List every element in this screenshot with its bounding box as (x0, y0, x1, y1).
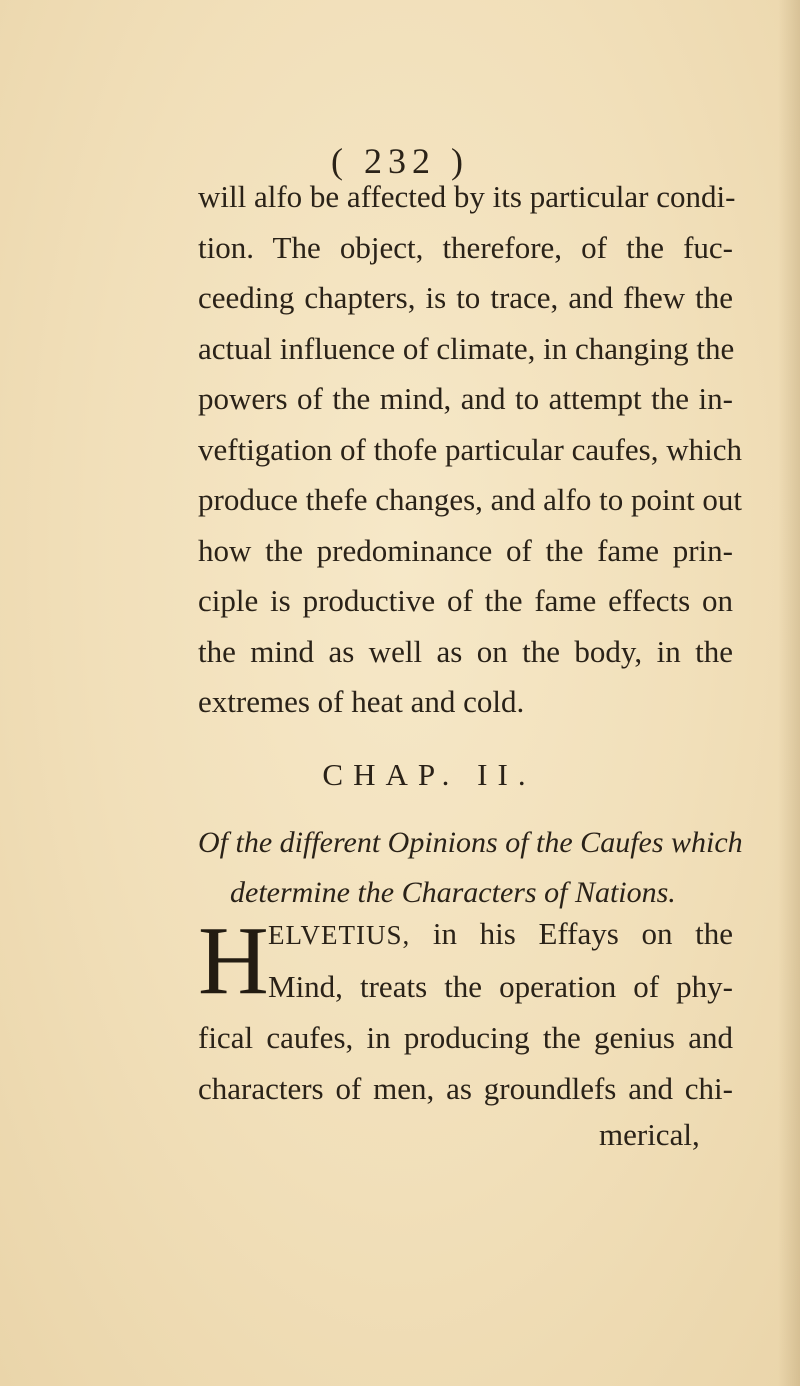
paragraph-1 (198, 172, 743, 728)
text-line: produce thefe changes, and alfo to point out (198, 482, 743, 517)
chapter-title-line: determine the Characters of Nations. (230, 876, 676, 909)
text-line: extremes of heat and cold. (198, 684, 525, 719)
text-line: Mind, treats the operation of phy- (268, 969, 733, 1004)
text-line: will alfo be affected by its particular condi- (198, 179, 736, 214)
paragraph-2 (198, 908, 733, 1114)
chapter-heading: CHAP. II. (322, 757, 536, 792)
text-line: tion. The object, therefore, of the fuc- (198, 229, 733, 265)
text-line: ceeding chapters, is to trace, and fhew the (198, 280, 733, 315)
chapter-title (198, 818, 743, 918)
first-word-caps: ELVETIUS, (268, 920, 411, 950)
text-line: actual influence of climate, in changing the (198, 330, 735, 366)
text-line: powers of the mind, and to attempt the in- (198, 381, 733, 416)
text-line (198, 908, 733, 961)
catchword: merical, (599, 1117, 700, 1152)
text-line: characters of men, as groundlefs and chi- (198, 1071, 733, 1106)
text-line: veftigation of thofe particular caufes, which (198, 431, 742, 467)
page-number: ( 232 ) (331, 141, 469, 181)
first-line-rest: in his Effays on the (410, 916, 733, 951)
page-edge-shadow (778, 0, 800, 1386)
text-line: ciple is productive of the fame effects on (198, 583, 733, 618)
text-line: the mind as well as on the body, in the (198, 633, 733, 669)
chapter-title-line: Of the different Opinions of the Caufes which (198, 826, 743, 859)
text-line: how the predominance of the fame prin- (198, 532, 733, 568)
drop-cap: H (198, 907, 269, 1015)
text-line: fical caufes, in producing the genius and (198, 1020, 733, 1055)
